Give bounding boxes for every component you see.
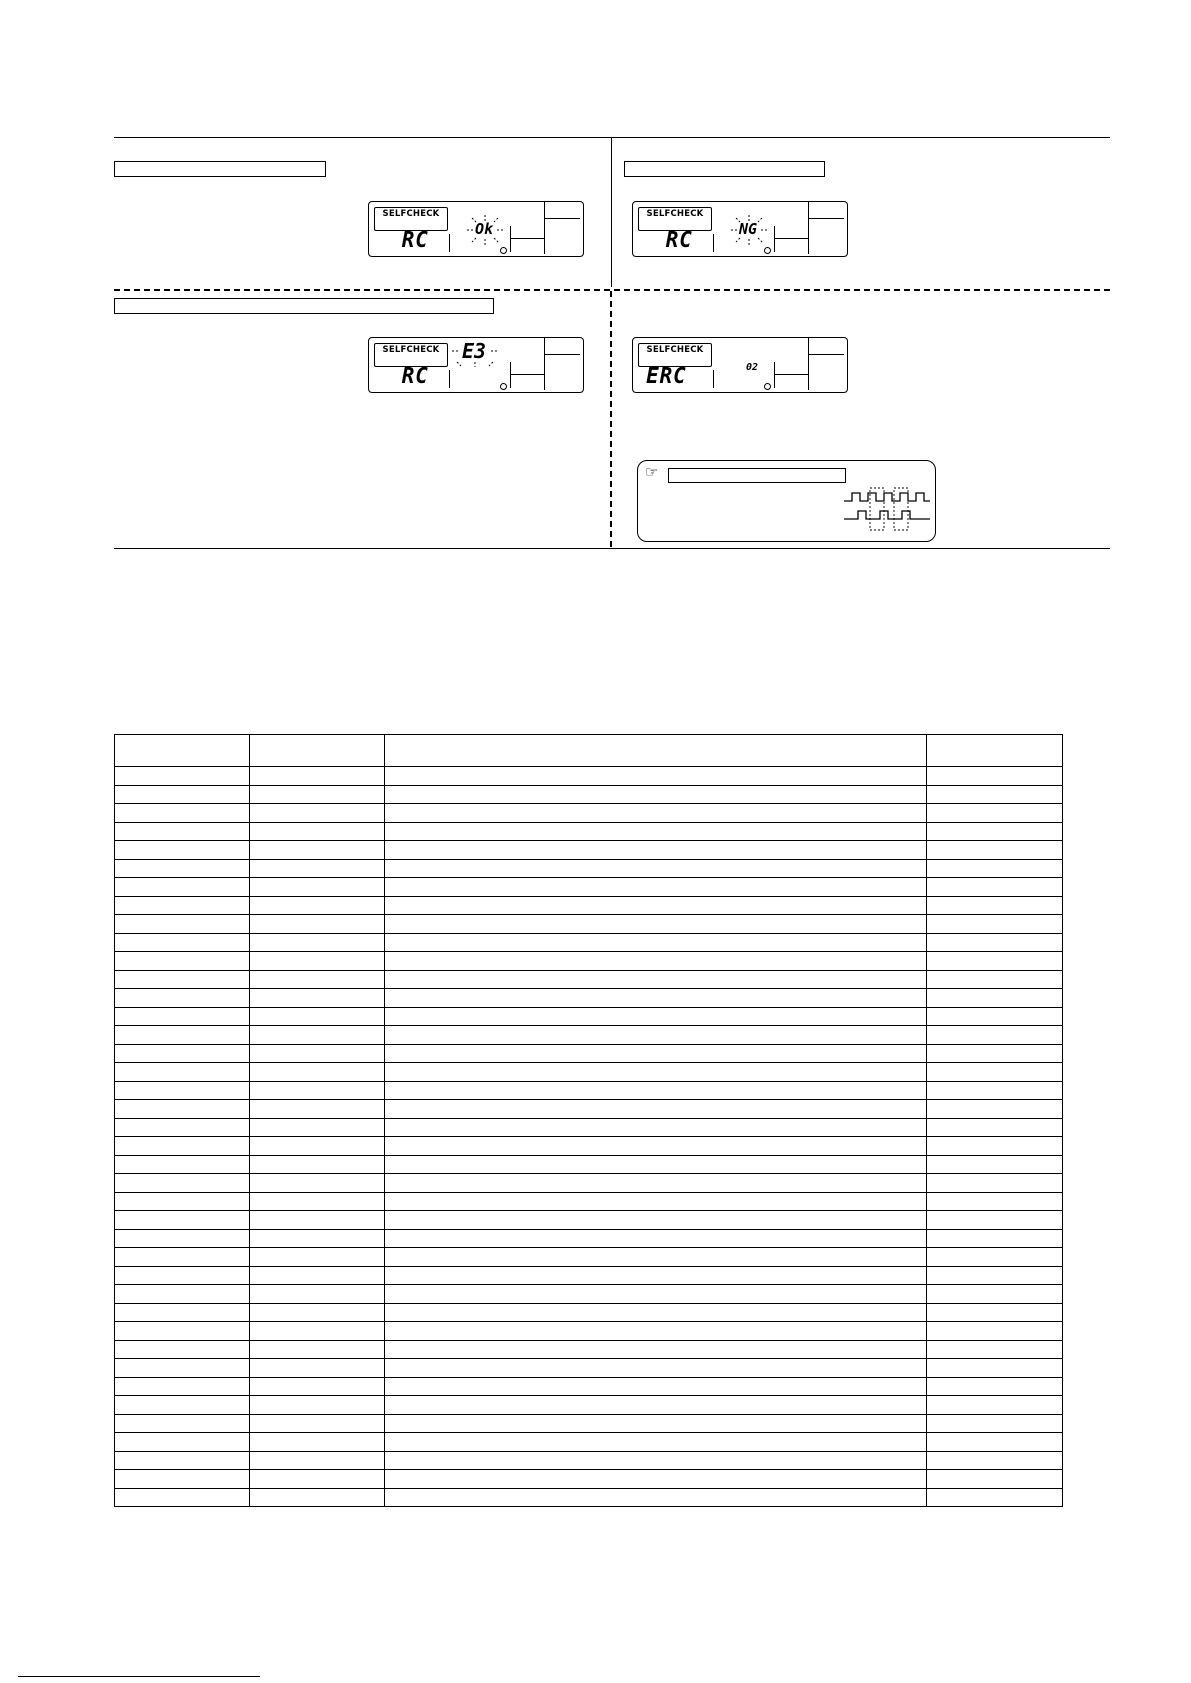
table-row [115,1414,1063,1433]
table-cell [385,1451,927,1470]
table-cell [250,1007,385,1026]
table-cell [250,1063,385,1082]
table-cell [927,1266,1063,1285]
selfcheck-label: SELFCHECK [638,207,712,231]
selfcheck-label: SELFCHECK [638,343,712,367]
table-cell [115,1007,250,1026]
table-cell [927,1433,1063,1452]
table-cell [250,1359,385,1378]
lcd-display-error-e3 [368,337,584,393]
table-row [115,896,1063,915]
lcd-display-erc [632,337,848,393]
table-cell [385,1155,927,1174]
table-cell [385,1414,927,1433]
table-cell [385,1229,927,1248]
table-row [115,1248,1063,1267]
table-cell [927,1303,1063,1322]
table-cell [927,804,1063,823]
lcd-error-code-blinking: E3 [462,339,487,363]
table-cell [927,1340,1063,1359]
table-cell [115,1211,250,1230]
table-cell [115,1414,250,1433]
table-cell [927,785,1063,804]
table-cell [385,1285,927,1304]
table-cell [115,970,250,989]
table-cell [927,1100,1063,1119]
table-row [115,1100,1063,1119]
table-cell [385,1044,927,1063]
table-cell [927,1285,1063,1304]
table-row [115,1211,1063,1230]
table-row [115,1359,1063,1378]
table-cell [115,1081,250,1100]
table-cell [250,859,385,878]
table-cell [385,822,927,841]
table-cell [250,1470,385,1489]
table-cell [115,1026,250,1045]
table-cell [927,1192,1063,1211]
table-cell [385,1211,927,1230]
lcd-result-blinking: Ok [475,220,494,238]
table-cell [385,1340,927,1359]
table-cell [250,804,385,823]
table-cell [115,933,250,952]
note-box [637,460,936,542]
table-cell [927,1211,1063,1230]
table-cell [927,952,1063,971]
table-cell [385,933,927,952]
table-cell [250,933,385,952]
table-cell [115,1229,250,1248]
table-cell [115,1266,250,1285]
table-row [115,1451,1063,1470]
table-cell [385,1359,927,1378]
table-cell [385,1488,927,1507]
table-row [115,1488,1063,1507]
table-cell [927,1451,1063,1470]
table-row [115,767,1063,786]
table-row [115,1155,1063,1174]
top-rule [114,137,1110,138]
table-cell [385,804,927,823]
table-cell [385,989,927,1008]
table-row [115,989,1063,1008]
table-cell [385,1192,927,1211]
table-cell [927,915,1063,934]
data-table [114,734,1063,1507]
table-cell [250,1026,385,1045]
table-row [115,1118,1063,1137]
table-cell [115,1248,250,1267]
table-cell [927,1377,1063,1396]
table-cell [385,1470,927,1489]
table-cell [115,878,250,897]
table-cell [250,1211,385,1230]
table-cell [250,1396,385,1415]
dashed-vertical-divider [610,291,612,547]
lcd-code: RC [401,228,429,253]
table-cell [927,970,1063,989]
table-cell [927,1359,1063,1378]
table-cell [250,767,385,786]
table-cell [250,970,385,989]
pointing-hand-icon: ☞ [645,464,659,481]
table-cell [927,841,1063,860]
table-cell [927,1081,1063,1100]
table-cell [927,1174,1063,1193]
table-cell [927,989,1063,1008]
table-cell [115,1192,250,1211]
table-row [115,1433,1063,1452]
table-cell [927,933,1063,952]
table-cell [385,1303,927,1322]
table-cell [250,989,385,1008]
table-cell [250,1155,385,1174]
table-cell [115,1470,250,1489]
table-cell [385,1100,927,1119]
table-cell [250,1414,385,1433]
table-cell [927,1044,1063,1063]
table-cell [385,1026,927,1045]
table-cell [115,859,250,878]
table-cell [115,1322,250,1341]
table-cell [385,1007,927,1026]
table-cell [250,822,385,841]
table-cell [115,1340,250,1359]
table-cell [115,896,250,915]
section-header-box-2 [624,161,825,177]
table-cell [115,1174,250,1193]
table-row [115,804,1063,823]
dashed-divider [114,289,1110,291]
table-cell [927,859,1063,878]
table-cell [927,896,1063,915]
table-cell [385,1137,927,1156]
table-cell [250,1488,385,1507]
table-cell [250,1377,385,1396]
table-cell [115,1100,250,1119]
table-cell [927,1137,1063,1156]
lcd-display-ng [632,201,848,257]
table-cell [250,1229,385,1248]
table-row [115,1266,1063,1285]
table-cell [385,1118,927,1137]
lcd-error-count: 02 [746,362,759,373]
blink-indicator-icon [451,338,499,368]
table-row [115,1303,1063,1322]
lcd-display-ok [368,201,584,257]
table-row [115,952,1063,971]
table-cell [385,841,927,860]
table-cell [115,1155,250,1174]
table-row [115,1377,1063,1396]
table-cell [115,1303,250,1322]
table-cell [385,1063,927,1082]
blink-indicator-icon [730,214,768,246]
table-row [115,1007,1063,1026]
table-cell [250,1044,385,1063]
lcd-code: RC [665,228,693,253]
table-cell [385,1433,927,1452]
table-cell [385,1248,927,1267]
table-cell [927,767,1063,786]
signal-waveform-icon [844,487,930,533]
table-cell [115,1044,250,1063]
selfcheck-label: SELFCHECK [374,343,448,367]
table-cell [250,1433,385,1452]
table-cell [250,1285,385,1304]
section-divider-top [611,137,612,287]
table-cell [927,1322,1063,1341]
table-cell [250,952,385,971]
table-cell [385,1322,927,1341]
table-cell [115,989,250,1008]
table-row [115,841,1063,860]
table-row [115,1063,1063,1082]
table-row [115,933,1063,952]
table-cell [250,1451,385,1470]
table-row [115,859,1063,878]
table-cell [250,1322,385,1341]
table-cell [385,970,927,989]
table-cell [927,1396,1063,1415]
table-cell [927,878,1063,897]
table-cell [115,822,250,841]
footer-rule [18,1676,260,1677]
table-cell [250,1303,385,1322]
table-cell [250,1118,385,1137]
table-cell [250,1266,385,1285]
table-cell [115,767,250,786]
table-cell [927,1248,1063,1267]
table-cell [115,1285,250,1304]
table-row [115,1285,1063,1304]
table-cell [927,1229,1063,1248]
table-cell [385,952,927,971]
table-cell [115,1451,250,1470]
table-cell [115,952,250,971]
table-header-row [115,735,1063,767]
table-cell [927,1063,1063,1082]
table-cell [927,1414,1063,1433]
table-cell [385,767,927,786]
table-cell [250,1340,385,1359]
table-row [115,822,1063,841]
table-row [115,1026,1063,1045]
table-cell [115,1377,250,1396]
blink-indicator-icon [466,214,504,246]
table-cell [385,1396,927,1415]
table-row [115,1174,1063,1193]
section-header-box-3 [114,298,494,314]
table-cell [927,1026,1063,1045]
table-cell [927,822,1063,841]
lcd-result-blinking: NG [739,220,758,238]
table-cell [115,1063,250,1082]
table-cell [250,878,385,897]
table-row [115,785,1063,804]
table-row [115,1322,1063,1341]
table-cell [115,915,250,934]
table-cell [385,915,927,934]
table-row [115,1081,1063,1100]
note-header-box [668,468,846,483]
lcd-code: RC [401,364,429,389]
lcd-code: ERC [646,364,687,389]
table-cell [250,1174,385,1193]
table-cell [385,859,927,878]
table-cell [115,841,250,860]
table-cell [385,1266,927,1285]
table-cell [385,1174,927,1193]
table-row [115,1396,1063,1415]
table-cell [385,1081,927,1100]
table-cell [250,915,385,934]
table-cell [250,1100,385,1119]
table-cell [115,1488,250,1507]
selfcheck-label: SELFCHECK [374,207,448,231]
table-cell [385,785,927,804]
table-cell [250,1192,385,1211]
table-cell [927,1155,1063,1174]
table-cell [927,1488,1063,1507]
table-cell [927,1470,1063,1489]
table-cell [927,1007,1063,1026]
table-cell [250,896,385,915]
table-cell [115,1396,250,1415]
table-cell [250,1248,385,1267]
table-cell [250,1137,385,1156]
table-cell [250,785,385,804]
table-row [115,1470,1063,1489]
table-row [115,878,1063,897]
table-cell [115,1118,250,1137]
bottom-rule [114,548,1110,549]
table-cell [250,841,385,860]
table-row [115,1229,1063,1248]
table-cell [385,896,927,915]
table-cell [115,1137,250,1156]
table-cell [385,878,927,897]
table-row [115,970,1063,989]
table-row [115,1192,1063,1211]
table-cell [115,1433,250,1452]
table-cell [115,804,250,823]
table-cell [115,785,250,804]
table-row [115,1044,1063,1063]
table-cell [927,1118,1063,1137]
section-header-box-1 [114,161,326,177]
table-cell [250,1081,385,1100]
table-row [115,915,1063,934]
table-cell [385,1377,927,1396]
table-row [115,1137,1063,1156]
table-cell [115,1359,250,1378]
table-row [115,1340,1063,1359]
